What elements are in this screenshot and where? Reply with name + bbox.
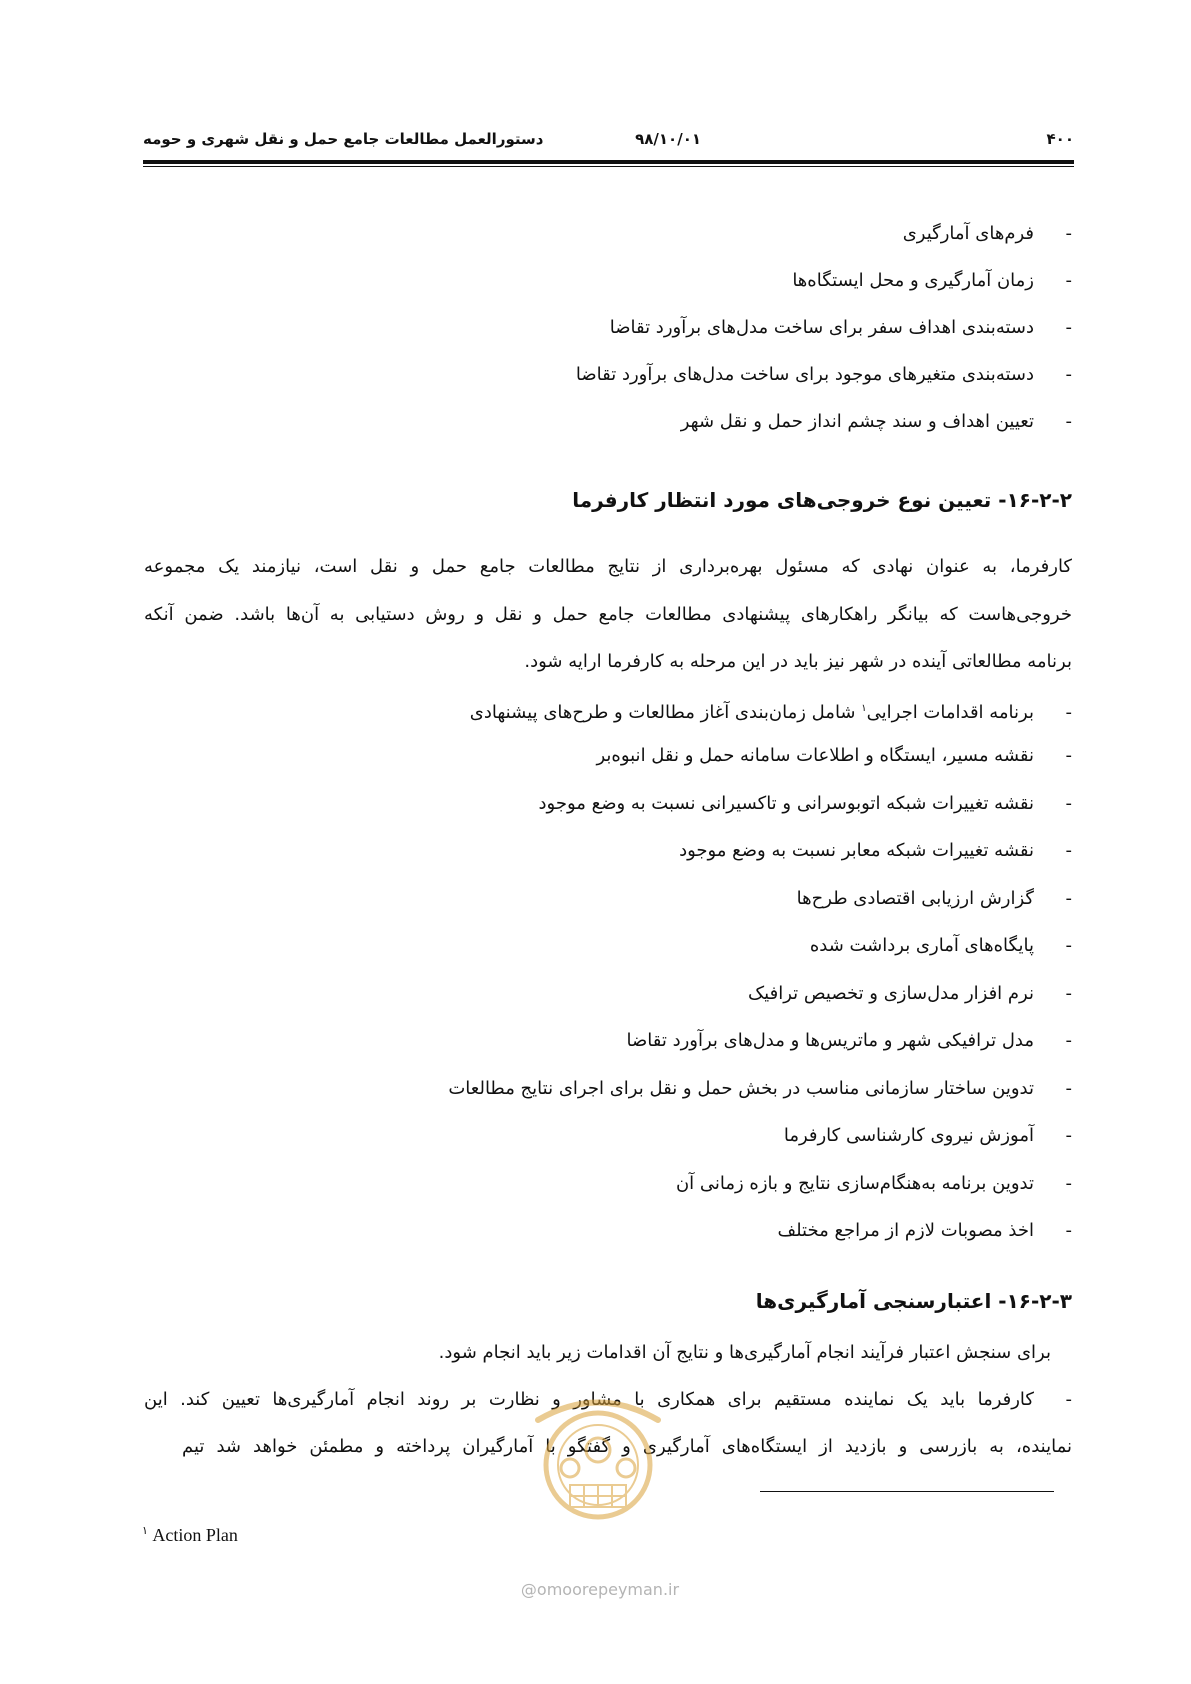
- list-item-text: فرم‌های آمارگیری: [902, 223, 1034, 244]
- list-item: [596, 742, 1072, 770]
- bullet-dash: -: [1065, 983, 1072, 1004]
- list-item: [748, 980, 1072, 1008]
- list-item-text: نقشه تغییرات شبکه معابر نسبت به وضع موجود: [679, 840, 1034, 861]
- paragraph-line: برنامه مطالعاتی آینده در شهر نیز باید در این مرحله به کارفرما ارایه شود.: [524, 651, 1072, 672]
- list-item: [679, 837, 1072, 865]
- bullet-dash: -: [1065, 1389, 1072, 1410]
- list-item: [676, 1170, 1072, 1198]
- bullet-dash: -: [1065, 1173, 1072, 1194]
- list-item-text: گزارش ارزیابی اقتصادی طرح‌ها: [796, 888, 1034, 909]
- list-item: [470, 695, 1072, 723]
- list-item-text: پایگاه‌های آماری برداشت شده: [809, 935, 1034, 956]
- header-title: دستورالعمل مطالعات جامع حمل و نقل شهری و حومه: [143, 130, 544, 148]
- bullet-dash: -: [1065, 888, 1072, 909]
- section-heading: ۱۶-۲-۳- اعتبارسنجی آمارگیری‌ها: [755, 1289, 1072, 1313]
- bullet-dash: -: [1065, 1220, 1072, 1241]
- list-item: [810, 932, 1072, 960]
- bullet-dash: -: [1065, 1078, 1072, 1099]
- list-item-text: آموزش نیروی کارشناسی کارفرما: [783, 1125, 1034, 1146]
- list-item: [626, 1027, 1072, 1055]
- list-item-text: اخذ مصوبات لازم از مراجع مختلف: [777, 1220, 1034, 1241]
- list-item: [610, 314, 1072, 342]
- bullet-dash: -: [1065, 935, 1072, 956]
- bullet-dash: -: [1065, 1125, 1072, 1146]
- list-item-text: تعیین اهداف و سند چشم انداز حمل و نقل شهر: [680, 411, 1034, 432]
- list-item-text: نقشه مسیر، ایستگاه و اطلاعات سامانه حمل و نقل انبوه‌بر: [596, 745, 1034, 766]
- watermark-url: @omoorepeyman.ir: [520, 1580, 680, 1599]
- list-item-text: برنامه اقدامات اجرایی: [866, 702, 1034, 723]
- list-item: [576, 361, 1072, 389]
- running-header: [143, 128, 1074, 154]
- bullet-dash: -: [1065, 745, 1072, 766]
- header-date: ۹۸/۱۰/۰۱: [635, 130, 701, 148]
- header-rule-thin: [143, 166, 1074, 167]
- watermark-seal-icon: [498, 1390, 698, 1540]
- bullet-dash: -: [1065, 223, 1072, 244]
- list-item: [797, 885, 1072, 913]
- paragraph-line: کارفرما باید یک نماینده مستقیم برای همکاری با مشاور و نظارت بر روند انجام آمارگیری‌ها تعیین کند. این: [144, 1389, 1034, 1410]
- section-heading: ۱۶-۲-۲- تعیین نوع خروجی‌های مورد انتظار کارفرما: [572, 488, 1072, 512]
- list-item: [539, 790, 1072, 818]
- list-item-text: نقشه تغییرات شبکه اتوبوسرانی و تاکسیرانی نسبت به وضع موجود: [538, 793, 1034, 814]
- bullet-dash: -: [1065, 270, 1072, 291]
- list-item-text: نرم افزار مدل‌سازی و تخصیص ترافیک: [748, 983, 1034, 1004]
- paragraph-line: خروجی‌هاست که بیانگر راهکارهای پیشنهادی مطالعات جامع حمل و نقل و روش دستیابی به آن‌ها باشد. ضمن آنکه: [144, 604, 1072, 625]
- list-item-text: مدل ترافیکی شهر و ماتریس‌ها و مدل‌های برآورد تقاضا: [626, 1030, 1034, 1051]
- bullet-dash: -: [1065, 1030, 1072, 1051]
- paragraph-line: کارفرما، به عنوان نهادی که مسئول بهره‌برداری از نتایج مطالعات جامع حمل و نقل است، نیازمند یک مجموعه: [144, 556, 1072, 577]
- bullet-dash: -: [1065, 840, 1072, 861]
- header-rule-thick: [143, 160, 1074, 164]
- footnote-text: Action Plan: [147, 1525, 238, 1545]
- list-item-text: تدوین ساختار سازمانی مناسب در بخش حمل و نقل برای اجرای نتایج مطالعات: [448, 1078, 1034, 1099]
- list-item-text: زمان آمارگیری و محل ایستگاه‌ها: [792, 270, 1034, 291]
- footnote-ref: ۱: [861, 703, 867, 714]
- footnote-marker: ۱: [142, 1525, 148, 1537]
- bullet-dash: -: [1065, 317, 1072, 338]
- list-item-text: تدوین برنامه به‌هنگام‌سازی نتایج و بازه زمانی آن: [675, 1173, 1034, 1194]
- page-number: ۴۰۰: [1046, 130, 1074, 148]
- bullet-dash: -: [1065, 411, 1072, 432]
- bullet-dash: -: [1065, 793, 1072, 814]
- paragraph-line: نماینده، به بازرسی و بازدید از ایستگاه‌های آمارگیری و گفتگو با آمارگیران پرداخته و مطمئن خواهد شد تیم: [182, 1436, 1072, 1457]
- bullet-dash: -: [1065, 702, 1072, 723]
- paragraph-line: برای سنجش اعتبار فرآیند انجام آمارگیری‌ها و نتایج آن اقدامات زیر باید انجام شود.: [438, 1342, 1051, 1363]
- footnote-rule: [760, 1491, 1054, 1492]
- list-item-text: دسته‌بندی اهداف سفر برای ساخت مدل‌های برآورد تقاضا: [609, 317, 1034, 338]
- bullet-dash: -: [1065, 364, 1072, 385]
- list-item: [448, 1075, 1072, 1103]
- list-item-text: دسته‌بندی متغیرهای موجود برای ساخت مدل‌های برآورد تقاضا: [575, 364, 1034, 385]
- footnote: [142, 1524, 238, 1546]
- list-item: [792, 267, 1072, 295]
- list-item: [903, 220, 1072, 248]
- list-item: [681, 408, 1072, 436]
- list-item: [777, 1217, 1072, 1245]
- list-item: [784, 1122, 1072, 1150]
- list-item-text-rest: شامل زمان‌بندی آغاز مطالعات و طرح‌های پیشنهادی: [469, 702, 862, 723]
